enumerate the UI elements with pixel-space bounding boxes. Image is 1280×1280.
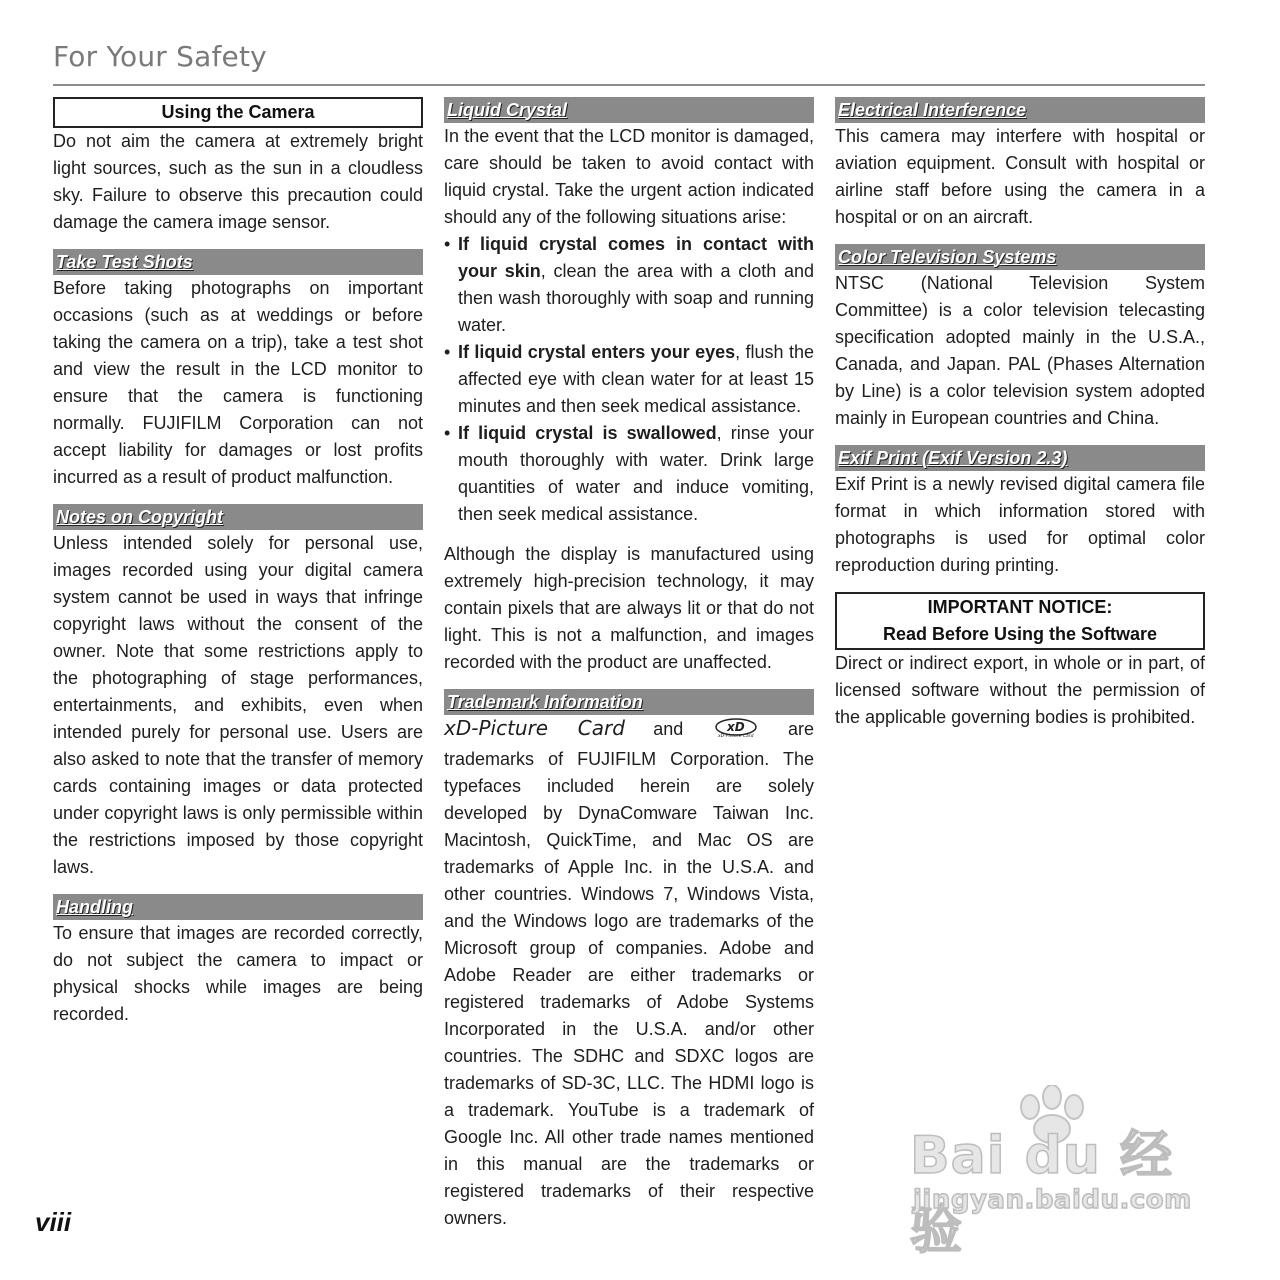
copyright-text: Unless intended solely for personal use, images recorded using your digital camera system cannot be used in ways that infringe copyright laws without the consent of the owner. Note that some restrictions apply to the photographing of stage performances, entertainments, and exhibits, even when intended purely for personal use. Users are also asked to note that the transfer of memory cards containing images or data protected under copyright laws is only permissible within the restrictions imposed by those copyright laws. [53,533,423,877]
section-heading-exif: Exif Print (Exif Version 2.3) [835,445,1205,471]
svg-text:xD: xD [726,720,745,734]
section-heading-using-camera: Using the Camera [53,97,423,128]
xd-picture-card-name: xD-Picture Card [444,716,625,740]
using-camera-text: Do not aim the camera at extremely bright light sources, such as the sun in a cloudless sky. Failure to observe this precaution could damage the camera image sensor. [53,131,423,232]
exif-text: Exif Print is a newly revised digital camera file format in which information stored with photographs is used for optimal color reproduction during printing. [835,474,1205,575]
section-heading-copyright: Notes on Copyright [53,504,423,530]
section-heading-notice [835,592,1205,650]
trademark-and: and [624,719,712,739]
middle-column [444,97,814,1232]
watermark-sub: jingyan.baidu.com [913,1185,1192,1215]
bullet-lead: If liquid crystal is swallowed [458,423,717,443]
header-divider [53,84,1205,86]
section-heading-test-shots: Take Test Shots [53,249,423,275]
liquid-crystal-after: Although the display is manufactured using extremely high-precision technology, it may contain pixels that are always lit or that do not light. This is not a malfunction, and images recorded with the product are unaffected. [444,544,814,672]
xd-logo-icon [714,718,758,746]
handling-text: To ensure that images are recorded correctly, do not subject the camera to impact or physical shocks while images are being recorded. [53,923,423,1024]
right-column [835,97,1205,731]
baidu-watermark [905,1085,1205,1261]
list-item [444,420,814,528]
trademark-text: The typefaces included herein are solely developed by DynaComware Taiwan Inc. Macintosh, QuickTime, and Mac OS are trademarks of Apple Inc. in the U.S.A. and other countries. Windows 7, Windows Vista, and the Windows logo are trademarks of the Microsoft group of companies. Adobe and Adobe Reader are either trademarks or registered trademarks of Adobe Systems Incorporated in the U.S.A. and/or other countries. The SDHC and SDXC logos are trademarks of SD-3C, LLC. The HDMI logo is a trademark. YouTube is a trademark of Google Inc. All other trade names mentioned in this manual are the trademarks or registered trademarks of their respective owners. [444,749,814,1228]
bullet-text: , clean the area with a cloth and then wash thoroughly with soap and running water. [458,261,814,335]
notice-subtitle: Read Before Using the Software [882,624,1158,644]
notice-text: Direct or indirect export, in whole or in part, of licensed software without the permission of the applicable governing bodies is prohibited. [835,653,1205,727]
page-title: For Your Safety [53,40,267,73]
bullet-lead: If liquid crystal comes in contact with your skin [458,234,814,281]
section-heading-handling: Handling [53,894,423,920]
notice-title: IMPORTANT NOTICE: [927,597,1113,617]
electrical-text: This camera may interfere with hospital or aviation equipment. Consult with hospital or airline staff before using the camera in a hospital or on an aircraft. [835,126,1205,227]
section-heading-liquid-crystal: Liquid Crystal [444,97,814,123]
section-heading-trademark: Trademark Information [444,689,814,715]
bullet-text: , rinse your mouth thoroughly with water. Drink large quantities of water and induce vomiting, then seek medical assistance. [458,423,814,524]
bullet-text: , flush the affected eye with clean water for at least 15 minutes and then seek medical assistance. [458,342,814,416]
color-tv-text: NTSC (National Television System Committee) is a color television telecasting specification adopted mainly in the U.S.A., Canada, and Japan. PAL (Phases Alternation by Line) is a color television system adopted mainly in European countries and China. [835,273,1205,428]
trademark-text-block [444,715,814,1232]
bullet-lead: If liquid crystal enters your eyes [458,342,736,362]
section-heading-color-tv: Color Television Systems [835,244,1205,270]
liquid-crystal-intro: In the event that the LCD monitor is damaged, care should be taken to avoid contact with liquid crystal. Take the urgent action indicated should any of the following situations arise: [444,126,814,227]
trademark-tail: are trademarks of FUJIFILM Corporation. [444,719,814,769]
liquid-crystal-list [444,231,814,528]
xd-logo-caption: xD-Picture Card [717,734,754,738]
section-heading-electrical: Electrical Interference [835,97,1205,123]
page-number: viii [35,1207,72,1237]
list-item [444,339,814,420]
watermark-main: Bai du 经验 [910,1126,1173,1261]
left-column [53,97,423,1028]
test-shots-text: Before taking photographs on important occasions (such as at weddings or before taking the camera on a trip), take a test shot and view the result in the LCD monitor to ensure that the camera is functioning normally. FUJIFILM Corporation can not accept liability for damages or lost profits incurred as a result of product malfunction. [53,278,423,487]
list-item [444,231,814,339]
